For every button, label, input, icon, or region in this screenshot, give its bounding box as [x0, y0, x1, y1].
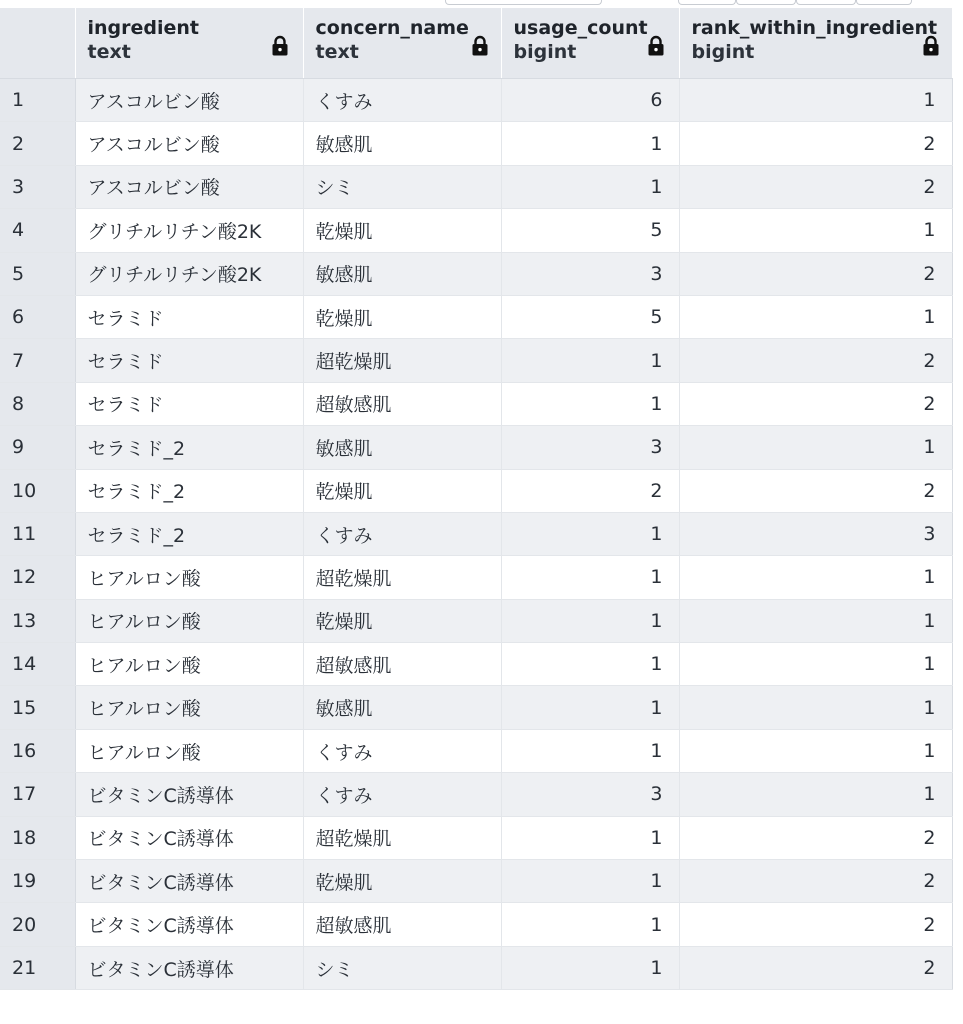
row-number[interactable]: 5 [0, 252, 75, 295]
cell-concern-name[interactable]: 乾燥肌 [303, 860, 501, 903]
cell-concern-name[interactable]: 超乾燥肌 [303, 339, 501, 382]
table-row[interactable] [0, 816, 952, 859]
cell-rank-within-ingredient[interactable]: 1 [679, 686, 952, 729]
toolbar-control-left[interactable] [445, 0, 602, 5]
cell-usage-count[interactable]: 3 [501, 252, 679, 295]
table-row[interactable] [0, 686, 952, 729]
toolbar-control-3[interactable] [796, 0, 856, 5]
cell-rank-within-ingredient[interactable]: 2 [679, 860, 952, 903]
column-header-usage-count[interactable] [501, 8, 679, 79]
column-type: bigint [691, 41, 755, 63]
row-number[interactable]: 14 [0, 643, 75, 686]
cell-rank-within-ingredient[interactable]: 1 [679, 599, 952, 642]
lock-icon [922, 35, 940, 57]
cell-ingredient[interactable]: ヒアルロン酸 [75, 599, 303, 642]
table-row[interactable] [0, 295, 952, 338]
cell-concern-name[interactable]: シミ [303, 165, 501, 208]
cell-rank-within-ingredient[interactable]: 2 [679, 339, 952, 382]
table-row[interactable] [0, 339, 952, 382]
cell-usage-count[interactable]: 1 [501, 946, 679, 989]
cell-concern-name[interactable]: 乾燥肌 [303, 599, 501, 642]
cell-rank-within-ingredient[interactable]: 1 [679, 209, 952, 252]
row-number[interactable]: 20 [0, 903, 75, 946]
cell-concern-name[interactable]: 超敏感肌 [303, 903, 501, 946]
cell-ingredient[interactable]: セラミド_2 [75, 512, 303, 555]
header-row [0, 8, 952, 79]
cell-rank-within-ingredient[interactable]: 2 [679, 122, 952, 165]
cell-concern-name[interactable]: 超敏感肌 [303, 382, 501, 425]
table-row[interactable] [0, 252, 952, 295]
cell-usage-count[interactable]: 1 [501, 165, 679, 208]
table-row[interactable] [0, 209, 952, 252]
column-name: ingredient [87, 17, 200, 39]
row-number[interactable]: 18 [0, 816, 75, 859]
cell-concern-name[interactable]: 乾燥肌 [303, 469, 501, 512]
cell-concern-name[interactable]: くすみ [303, 512, 501, 555]
lock-icon [647, 35, 665, 57]
cell-ingredient[interactable]: セラミド [75, 339, 303, 382]
table-row[interactable] [0, 903, 952, 946]
cell-rank-within-ingredient[interactable]: 2 [679, 946, 952, 989]
toolbar-control-2[interactable] [736, 0, 796, 5]
lock-icon [271, 35, 289, 57]
cell-rank-within-ingredient[interactable]: 2 [679, 165, 952, 208]
row-number[interactable]: 7 [0, 339, 75, 382]
cell-ingredient[interactable]: セラミド [75, 295, 303, 338]
cell-usage-count[interactable]: 1 [501, 860, 679, 903]
table-row[interactable] [0, 773, 952, 816]
cell-ingredient[interactable]: ビタミンC誘導体 [75, 946, 303, 989]
toolbar-control-1[interactable] [678, 0, 736, 5]
cell-rank-within-ingredient[interactable]: 2 [679, 252, 952, 295]
row-number[interactable]: 15 [0, 686, 75, 729]
row-number[interactable]: 4 [0, 209, 75, 252]
cell-ingredient[interactable]: グリチルリチン酸2K [75, 252, 303, 295]
cell-concern-name[interactable]: くすみ [303, 773, 501, 816]
cell-concern-name[interactable]: 敏感肌 [303, 122, 501, 165]
toolbar-remnant [0, 0, 963, 8]
cell-rank-within-ingredient[interactable]: 2 [679, 903, 952, 946]
cell-usage-count[interactable]: 1 [501, 599, 679, 642]
cell-ingredient[interactable]: ヒアルロン酸 [75, 556, 303, 599]
row-number[interactable]: 12 [0, 556, 75, 599]
cell-usage-count[interactable]: 1 [501, 729, 679, 772]
table-row[interactable] [0, 556, 952, 599]
cell-rank-within-ingredient[interactable]: 2 [679, 382, 952, 425]
cell-usage-count[interactable]: 1 [501, 686, 679, 729]
column-header-rank-within-ingredient[interactable] [679, 8, 952, 79]
cell-concern-name[interactable]: 超乾燥肌 [303, 556, 501, 599]
cell-usage-count[interactable]: 1 [501, 903, 679, 946]
cell-concern-name[interactable]: 超敏感肌 [303, 643, 501, 686]
cell-usage-count[interactable]: 1 [501, 816, 679, 859]
cell-rank-within-ingredient[interactable]: 1 [679, 79, 952, 122]
column-header-ingredient[interactable] [75, 8, 303, 79]
column-header-concern-name[interactable] [303, 8, 501, 79]
table-row[interactable] [0, 729, 952, 772]
grid-body [0, 79, 952, 990]
cell-concern-name[interactable]: 敏感肌 [303, 252, 501, 295]
column-name: rank_within_ingredient [691, 17, 938, 39]
row-number[interactable]: 1 [0, 79, 75, 122]
cell-usage-count[interactable]: 3 [501, 773, 679, 816]
cell-rank-within-ingredient[interactable]: 1 [679, 773, 952, 816]
row-number[interactable]: 3 [0, 165, 75, 208]
table-row[interactable] [0, 79, 952, 122]
cell-usage-count[interactable]: 1 [501, 512, 679, 555]
column-name: concern_name [315, 17, 469, 39]
row-number[interactable]: 16 [0, 729, 75, 772]
cell-ingredient[interactable]: アスコルビン酸 [75, 122, 303, 165]
cell-rank-within-ingredient[interactable]: 1 [679, 426, 952, 469]
cell-usage-count[interactable]: 1 [501, 643, 679, 686]
table-row[interactable] [0, 469, 952, 512]
cell-usage-count[interactable]: 6 [501, 79, 679, 122]
cell-ingredient[interactable]: アスコルビン酸 [75, 165, 303, 208]
column-name: usage_count [513, 17, 648, 39]
cell-rank-within-ingredient[interactable]: 2 [679, 469, 952, 512]
toolbar-control-4[interactable] [856, 0, 912, 5]
cell-ingredient[interactable]: ビタミンC誘導体 [75, 860, 303, 903]
cell-rank-within-ingredient[interactable]: 3 [679, 512, 952, 555]
row-number[interactable]: 17 [0, 773, 75, 816]
column-type: bigint [513, 41, 577, 63]
cell-ingredient[interactable]: ビタミンC誘導体 [75, 816, 303, 859]
table-row[interactable] [0, 599, 952, 642]
cell-ingredient[interactable]: ヒアルロン酸 [75, 643, 303, 686]
cell-ingredient[interactable]: セラミド [75, 382, 303, 425]
cell-ingredient[interactable]: ヒアルロン酸 [75, 729, 303, 772]
cell-usage-count[interactable]: 1 [501, 382, 679, 425]
cell-usage-count[interactable]: 2 [501, 469, 679, 512]
cell-concern-name[interactable]: 敏感肌 [303, 426, 501, 469]
table-row[interactable] [0, 643, 952, 686]
cell-usage-count[interactable]: 3 [501, 426, 679, 469]
cell-usage-count[interactable]: 1 [501, 556, 679, 599]
cell-ingredient[interactable]: ヒアルロン酸 [75, 686, 303, 729]
table-row[interactable] [0, 512, 952, 555]
cell-concern-name[interactable]: 超乾燥肌 [303, 816, 501, 859]
lock-icon [471, 35, 489, 57]
cell-rank-within-ingredient[interactable]: 1 [679, 729, 952, 772]
table-row[interactable] [0, 382, 952, 425]
row-number[interactable]: 10 [0, 469, 75, 512]
table-row[interactable] [0, 426, 952, 469]
cell-rank-within-ingredient[interactable]: 1 [679, 643, 952, 686]
row-number[interactable]: 2 [0, 122, 75, 165]
cell-concern-name[interactable]: 乾燥肌 [303, 295, 501, 338]
cell-ingredient[interactable]: ビタミンC誘導体 [75, 773, 303, 816]
cell-rank-within-ingredient[interactable]: 1 [679, 295, 952, 338]
column-type: text [315, 41, 359, 63]
table-row[interactable] [0, 946, 952, 989]
cell-ingredient[interactable]: セラミド_2 [75, 426, 303, 469]
cell-usage-count[interactable]: 5 [501, 295, 679, 338]
row-number[interactable]: 13 [0, 599, 75, 642]
row-number[interactable]: 19 [0, 860, 75, 903]
table-row[interactable] [0, 860, 952, 903]
cell-ingredient[interactable]: アスコルビン酸 [75, 79, 303, 122]
cell-concern-name[interactable]: くすみ [303, 729, 501, 772]
column-type: text [87, 41, 131, 63]
cell-concern-name[interactable]: くすみ [303, 79, 501, 122]
cell-concern-name[interactable]: 敏感肌 [303, 686, 501, 729]
cell-concern-name[interactable]: 乾燥肌 [303, 209, 501, 252]
cell-ingredient[interactable]: セラミド_2 [75, 469, 303, 512]
cell-rank-within-ingredient[interactable]: 1 [679, 556, 952, 599]
cell-usage-count[interactable]: 1 [501, 122, 679, 165]
cell-rank-within-ingredient[interactable]: 2 [679, 816, 952, 859]
row-number[interactable]: 6 [0, 295, 75, 338]
cell-ingredient[interactable]: ビタミンC誘導体 [75, 903, 303, 946]
cell-ingredient[interactable]: グリチルリチン酸2K [75, 209, 303, 252]
row-number[interactable]: 8 [0, 382, 75, 425]
cell-usage-count[interactable]: 1 [501, 339, 679, 382]
select-all-corner[interactable] [0, 8, 75, 79]
row-number[interactable]: 11 [0, 512, 75, 555]
row-number[interactable]: 21 [0, 946, 75, 989]
cell-usage-count[interactable]: 5 [501, 209, 679, 252]
table-row[interactable] [0, 165, 952, 208]
result-grid [0, 8, 953, 990]
table-row[interactable] [0, 122, 952, 165]
row-number[interactable]: 9 [0, 426, 75, 469]
cell-concern-name[interactable]: シミ [303, 946, 501, 989]
